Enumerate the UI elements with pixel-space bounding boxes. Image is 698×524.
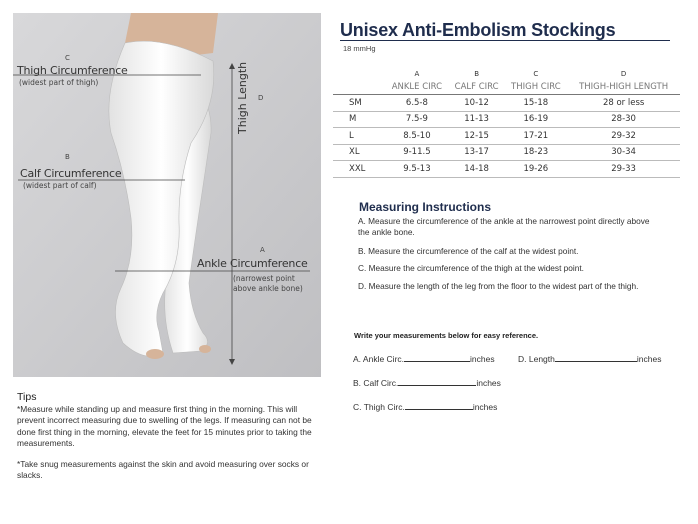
table-cell: 6.5-8 — [385, 95, 449, 112]
thigh-circ-blank[interactable] — [405, 401, 473, 410]
table-row — [333, 95, 680, 112]
thigh-circ-label: C. Thigh Circ. — [353, 402, 405, 412]
size-chart-table — [333, 67, 680, 178]
ankle-circ-field[interactable] — [353, 353, 495, 364]
calf-circ-unit: inches — [476, 378, 501, 388]
thigh-circumference-sub: (widest part of thigh) — [19, 78, 99, 87]
table-cell: 29-32 — [567, 128, 680, 145]
thigh-length-label: Thigh Length — [236, 61, 249, 134]
column-letter: B — [474, 69, 480, 78]
ankle-circumference-label: Ankle Circumference — [197, 257, 308, 270]
calf-circ-label: B. Calf Circ. — [353, 378, 399, 388]
compression-level: 18 mmHg — [343, 44, 376, 53]
size-cell: L — [333, 128, 385, 145]
calf-circumference-label: Calf Circumference — [20, 167, 122, 180]
length-label: D. Length — [518, 354, 555, 364]
size-cell: M — [333, 111, 385, 128]
table-cell: 18-23 — [504, 144, 567, 161]
table-cell: 9-11.5 — [385, 144, 449, 161]
size-cell: XL — [333, 144, 385, 161]
tip-item: *Measure while standing up and measure first thing in the morning. This will prevent incorrect measuring due to swelling of the legs. If measuring can not be done first thing in the morning, elevate the feet for 15 minutes prior to taking the measurements. — [17, 404, 312, 448]
ankle-circ-label: A. Ankle Circ. — [353, 354, 405, 364]
table-cell: 13-17 — [449, 144, 505, 161]
table-cell: 28-30 — [567, 111, 680, 128]
calf-circumference-sub: (widest part of calf) — [23, 181, 97, 190]
ankle-circumference-sub-2: above ankle bone) — [233, 284, 303, 293]
table-cell: 19-26 — [504, 161, 567, 178]
table-row — [333, 144, 680, 161]
column-letter: A — [414, 69, 420, 78]
table-cell: 14-18 — [449, 161, 505, 178]
column-header: CALF CIRC — [449, 80, 505, 95]
table-cell: 29-33 — [567, 161, 680, 178]
table-cell: 11-13 — [449, 111, 505, 128]
instruction-item: D. Measure the length of the leg from the floor to the widest part of the thigh. — [358, 281, 639, 291]
calf-letter: B — [65, 153, 70, 161]
instructions-title: Measuring Instructions — [359, 200, 492, 214]
table-cell: 8.5-10 — [385, 128, 449, 145]
table-cell: 16-19 — [504, 111, 567, 128]
record-heading: Write your measurements below for easy reference. — [354, 331, 539, 340]
column-header-row — [333, 80, 680, 95]
tip-item: *Take snug measurements against the skin and avoid measuring over socks or slacks. — [17, 459, 309, 481]
ankle-circumference-sub-1: (narrowest point — [233, 274, 295, 283]
size-cell: SM — [333, 95, 385, 112]
column-letter: D — [620, 69, 627, 78]
instruction-item: C. Measure the circumference of the thigh at the widest point. — [358, 263, 584, 273]
thigh-letter: C — [65, 54, 70, 62]
page-title: Unisex Anti-Embolism Stockings — [340, 20, 616, 40]
instruction-item: B. Measure the circumference of the calf at the widest point. — [358, 246, 579, 256]
column-header: THIGH-HIGH LENGTH — [567, 80, 680, 95]
table-row — [333, 161, 680, 178]
length-unit: inches — [636, 354, 662, 364]
leg-photo-panel — [13, 13, 321, 377]
length-field[interactable] — [518, 353, 661, 364]
calf-circ-blank[interactable] — [398, 377, 476, 386]
table-row — [333, 128, 680, 145]
title-divider — [340, 40, 670, 41]
table-cell: 15-18 — [504, 95, 567, 112]
column-header: THIGH CIRC — [504, 80, 567, 95]
table-cell: 28 or less — [567, 95, 680, 112]
column-header: ANKLE CIRC — [385, 80, 449, 95]
ankle-circ-blank[interactable] — [404, 353, 470, 362]
thigh-circ-field[interactable] — [353, 401, 497, 412]
table-cell: 30-34 — [567, 144, 680, 161]
calf-circ-field[interactable] — [353, 377, 501, 388]
size-cell: XXL — [333, 161, 385, 178]
table-row — [333, 111, 680, 128]
table-cell: 10-12 — [449, 95, 505, 112]
length-letter: D — [258, 94, 264, 102]
table-cell: 7.5-9 — [385, 111, 449, 128]
thigh-circ-unit: inches — [472, 402, 498, 412]
instruction-item: A. Measure the circumference of the ankle at the narrowest point directly above the ankle bone. — [358, 216, 650, 237]
ankle-circ-unit: inches — [470, 354, 495, 364]
ankle-letter: A — [260, 246, 265, 254]
column-letter-row — [333, 67, 680, 80]
table-cell: 17-21 — [504, 128, 567, 145]
column-letter: C — [533, 69, 539, 78]
length-blank[interactable] — [555, 353, 637, 362]
tips-title: Tips — [17, 391, 37, 403]
thigh-circumference-label: Thigh Circumference — [17, 64, 128, 77]
table-cell: 9.5-13 — [385, 161, 449, 178]
table-cell: 12-15 — [449, 128, 505, 145]
